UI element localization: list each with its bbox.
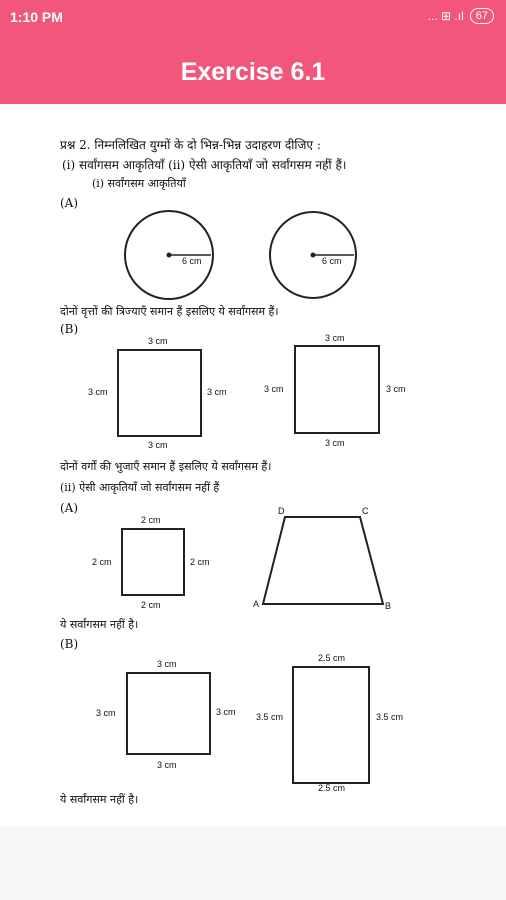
square-2cm [121, 528, 185, 596]
rect-right-label: 3.5 cm [376, 712, 404, 722]
sq-right-bottom-label: 3 cm [325, 438, 345, 448]
sq2-top-label: 2 cm [141, 515, 161, 525]
rect-bottom-label: 2.5 cm [318, 783, 346, 793]
sub-heading-ii: (ii) ऐसी आकृतियाँ जो सर्वांगसम नहीं हैं [60, 481, 220, 494]
sq-left-top-label: 3 cm [148, 336, 168, 346]
vertex-b: B [385, 601, 392, 611]
rect-top-label: 2.5 cm [318, 653, 346, 663]
rectangle [292, 666, 370, 784]
label-a1: (A) [60, 196, 79, 210]
status-time: 1:10 PM [10, 9, 63, 25]
app-bar [0, 0, 506, 104]
sq2-left-label: 2 cm [92, 557, 112, 567]
battery-icon: 67 [470, 8, 494, 24]
vertex-a: A [253, 599, 260, 609]
status-bar [0, 0, 506, 34]
label-b1: (B) [60, 322, 79, 336]
sq-right-top-label: 3 cm [325, 333, 345, 343]
sqb-left-label: 3 cm [96, 708, 116, 718]
status-icons [428, 8, 494, 24]
square-3cm-b [126, 672, 211, 755]
parts-line: (i) सर्वांगसम आकृतियाँ (ii) ऐसी आकृतियाँ जो सर्वांगसम नहीं हैं। [62, 158, 347, 172]
note-b2: ये सर्वांगसम नहीं है। [60, 793, 139, 806]
square-3cm-left [117, 349, 202, 437]
radius-label-left: 6 cm [182, 256, 202, 266]
sqb-bottom-label: 3 cm [157, 760, 177, 770]
sub-heading-i: (i) सर्वांगसम आकृतियाँ [92, 177, 186, 190]
sq-left-right-label: 3 cm [207, 387, 227, 397]
label-b2: (B) [60, 637, 79, 651]
sq-right-left-label: 3 cm [264, 384, 284, 394]
center-right [311, 253, 316, 258]
sq-right-right-label: 3 cm [386, 384, 406, 394]
sq2-bottom-label: 2 cm [141, 600, 161, 610]
center-left [167, 253, 172, 258]
sqb-right-label: 3 cm [216, 707, 236, 717]
question-text: प्रश्न 2. निम्नलिखित युग्मों के दो भिन्न-भिन्न उदाहरण दीजिए : [60, 138, 321, 152]
rect-left-label: 3.5 cm [256, 712, 284, 722]
note-a2: ये सर्वांगसम नहीं है। [60, 618, 139, 631]
sq2-right-label: 2 cm [190, 557, 210, 567]
trapezium [263, 517, 383, 604]
vertex-c: C [362, 506, 369, 516]
radius-label-right: 6 cm [322, 256, 342, 266]
square-note: दोनों वर्गों की भुजाएँ समान हैं इसलिए ये सर्वांगसम हैं। [60, 460, 272, 473]
sq-left-bottom-label: 3 cm [148, 440, 168, 450]
sqb-top-label: 3 cm [157, 659, 177, 669]
square-3cm-right [294, 345, 380, 434]
vertex-d: D [278, 506, 285, 516]
label-a2: (A) [60, 501, 79, 515]
circle-note: दोनों वृत्तों की त्रिज्याएँ समान हैं इसलिए ये सर्वांगसम हैं। [60, 305, 279, 318]
signal-icon: ... ⊞ .ıl [427, 9, 464, 23]
exercise-content [0, 104, 506, 827]
sq-left-left-label: 3 cm [88, 387, 108, 397]
page-title: Exercise 6.1 [180, 58, 326, 86]
